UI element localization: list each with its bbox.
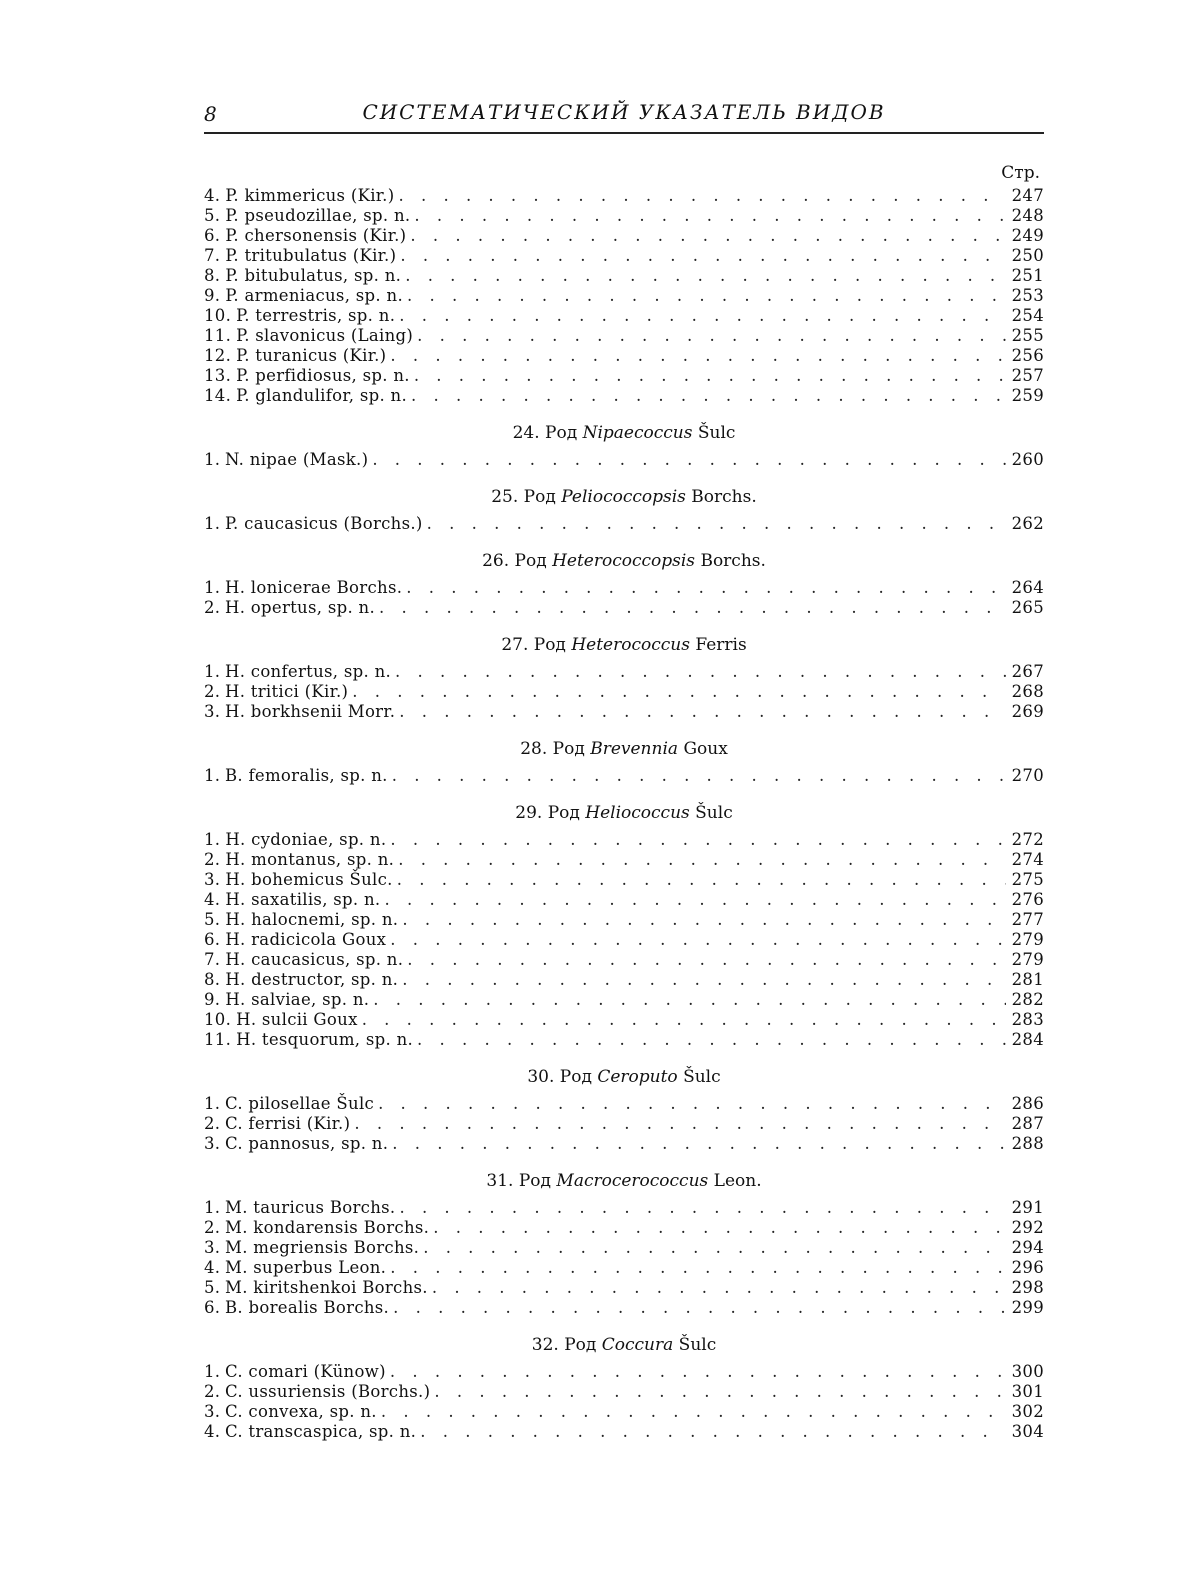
genus-author: Šulc bbox=[683, 1067, 721, 1087]
species-name: C. convexa, sp. n. bbox=[225, 1402, 377, 1421]
species-name: B. borealis Borchs. bbox=[225, 1298, 390, 1317]
index-entry bbox=[204, 766, 1044, 786]
species-name: H. borkhsenii Morr. bbox=[225, 702, 396, 721]
species-name: P. slavonicus (Laing) bbox=[236, 326, 414, 345]
index-entry bbox=[204, 1422, 1044, 1442]
page-ref: 270 bbox=[1011, 766, 1044, 785]
page-ref: 283 bbox=[1011, 1010, 1044, 1029]
index-entry bbox=[204, 950, 1044, 970]
page-ref: 254 bbox=[1011, 306, 1044, 325]
page-column-label: Стр. bbox=[1001, 163, 1040, 183]
genus-heading-number: 24. Род bbox=[512, 423, 578, 443]
entry-number: 1. bbox=[204, 662, 221, 681]
page-ref: 275 bbox=[1011, 870, 1044, 889]
genus-heading-number: 25. Род bbox=[491, 487, 556, 507]
index-entry bbox=[204, 1094, 1044, 1114]
index-entry bbox=[204, 366, 1044, 386]
species-name: H. tesquorum, sp. n. bbox=[236, 1030, 414, 1049]
entry-number: 12. bbox=[204, 346, 232, 365]
dot-leader bbox=[406, 578, 1005, 598]
index-entry bbox=[204, 1258, 1044, 1278]
entry-number: 11. bbox=[204, 326, 232, 345]
species-name: C. ussuriensis (Borchs.) bbox=[225, 1382, 431, 1401]
page-ref: 256 bbox=[1011, 346, 1044, 365]
dot-leader bbox=[400, 246, 1005, 266]
entry-number: 1. bbox=[204, 1198, 221, 1217]
page-ref: 269 bbox=[1011, 702, 1044, 721]
species-name: M. tauricus Borchs. bbox=[225, 1198, 396, 1217]
genus-section bbox=[204, 632, 1044, 722]
genus-heading bbox=[204, 548, 1044, 574]
genus-name: Heterococcus bbox=[571, 635, 690, 655]
dot-leader bbox=[397, 870, 1006, 890]
entry-number: 3. bbox=[204, 702, 221, 721]
genus-author: Borchs. bbox=[700, 551, 766, 571]
species-name: H. cydoniae, sp. n. bbox=[225, 830, 387, 849]
entry-number: 1. bbox=[204, 450, 221, 469]
index-entry bbox=[204, 1134, 1044, 1154]
genus-heading bbox=[204, 632, 1044, 658]
page-ref: 247 bbox=[1011, 186, 1044, 205]
dot-leader bbox=[362, 1010, 1006, 1030]
species-name: B. femoralis, sp. n. bbox=[225, 766, 388, 785]
index-entry bbox=[204, 246, 1044, 266]
entry-number: 4. bbox=[204, 1422, 221, 1441]
index-entry bbox=[204, 450, 1044, 470]
dot-leader bbox=[432, 1278, 1006, 1298]
entry-number: 2. bbox=[204, 850, 221, 869]
dot-leader bbox=[423, 1238, 1005, 1258]
dot-leader bbox=[390, 830, 1005, 850]
genus-section bbox=[204, 1064, 1044, 1154]
index-entry bbox=[204, 266, 1044, 286]
species-name: M. superbus Leon. bbox=[225, 1258, 387, 1277]
entry-number: 10. bbox=[204, 306, 232, 325]
entry-number: 1. bbox=[204, 514, 221, 533]
species-name: P. pseudozillae, sp. n. bbox=[225, 206, 411, 225]
index-entry bbox=[204, 1298, 1044, 1318]
dot-leader bbox=[399, 1198, 1005, 1218]
page-ref: 264 bbox=[1011, 578, 1044, 597]
page-ref: 291 bbox=[1011, 1198, 1044, 1217]
dot-leader bbox=[398, 186, 1005, 206]
species-name: C. transcaspica, sp. n. bbox=[225, 1422, 417, 1441]
page-ref: 279 bbox=[1011, 930, 1044, 949]
entry-number: 1. bbox=[204, 578, 221, 597]
genus-heading bbox=[204, 1332, 1044, 1358]
genus-heading-number: 30. Род bbox=[527, 1067, 592, 1087]
genus-name: Ceroputo bbox=[597, 1067, 678, 1087]
page-ref: 282 bbox=[1011, 990, 1044, 1009]
species-name: H. sulcii Goux bbox=[236, 1010, 358, 1029]
dot-leader bbox=[378, 1094, 1006, 1114]
species-name: C. pilosellae Šulc bbox=[225, 1094, 375, 1113]
page-ref: 268 bbox=[1011, 682, 1044, 701]
index-entry bbox=[204, 910, 1044, 930]
index-entry bbox=[204, 306, 1044, 326]
index-entry bbox=[204, 598, 1044, 618]
page-ref: 272 bbox=[1011, 830, 1044, 849]
index-entry bbox=[204, 1278, 1044, 1298]
genus-heading bbox=[204, 736, 1044, 762]
page-ref: 259 bbox=[1011, 386, 1044, 405]
entry-number: 13. bbox=[204, 366, 232, 385]
species-index bbox=[204, 160, 1044, 1442]
index-entry bbox=[204, 702, 1044, 722]
species-name: M. kondarensis Borchs. bbox=[225, 1218, 430, 1237]
index-entry bbox=[204, 286, 1044, 306]
entry-number: 5. bbox=[204, 1278, 221, 1297]
dot-leader bbox=[393, 1298, 1006, 1318]
entry-number: 3. bbox=[204, 1238, 221, 1257]
index-entry bbox=[204, 1362, 1044, 1382]
dot-leader bbox=[402, 970, 1005, 990]
dot-leader bbox=[410, 226, 1005, 246]
entry-number: 3. bbox=[204, 1134, 221, 1153]
species-name: H. salviae, sp. n. bbox=[225, 990, 370, 1009]
page-ref: 298 bbox=[1011, 1278, 1044, 1297]
page-ref: 299 bbox=[1011, 1298, 1044, 1317]
dot-leader bbox=[414, 206, 1005, 226]
page-ref: 302 bbox=[1011, 1402, 1044, 1421]
species-name: C. ferrisi (Kir.) bbox=[225, 1114, 351, 1133]
genus-section bbox=[204, 736, 1044, 786]
header-rule bbox=[204, 132, 1044, 134]
dot-leader bbox=[390, 346, 1005, 366]
index-entry bbox=[204, 930, 1044, 950]
dot-leader bbox=[407, 950, 1005, 970]
entry-number: 6. bbox=[204, 226, 221, 245]
genus-heading bbox=[204, 484, 1044, 510]
genus-section bbox=[204, 1332, 1044, 1442]
page-ref: 260 bbox=[1011, 450, 1044, 469]
index-entry bbox=[204, 226, 1044, 246]
entry-number: 5. bbox=[204, 206, 221, 225]
species-name: M. kiritshenkoi Borchs. bbox=[225, 1278, 428, 1297]
dot-leader bbox=[381, 1402, 1006, 1422]
entry-number: 4. bbox=[204, 1258, 221, 1277]
dot-leader bbox=[392, 766, 1006, 786]
dot-leader bbox=[414, 366, 1006, 386]
index-entry bbox=[204, 1114, 1044, 1134]
species-name: M. megriensis Borchs. bbox=[225, 1238, 420, 1257]
dot-leader bbox=[390, 1258, 1005, 1278]
genus-author: Ferris bbox=[695, 635, 747, 655]
page-ref: 248 bbox=[1011, 206, 1044, 225]
entry-number: 1. bbox=[204, 766, 221, 785]
page-number: 8 bbox=[204, 102, 217, 126]
page-ref: 249 bbox=[1011, 226, 1044, 245]
genus-author: Leon. bbox=[713, 1171, 762, 1191]
genus-section bbox=[204, 800, 1044, 1050]
dot-leader bbox=[390, 930, 1005, 950]
dot-leader bbox=[420, 1422, 1005, 1442]
dot-leader bbox=[372, 450, 1005, 470]
page-ref: 255 bbox=[1011, 326, 1044, 345]
page-ref: 284 bbox=[1011, 1030, 1044, 1049]
genus-name: Heterococcopsis bbox=[552, 551, 696, 571]
index-entry bbox=[204, 1030, 1044, 1050]
entry-number: 1. bbox=[204, 1362, 221, 1381]
dot-leader bbox=[399, 306, 1005, 326]
page-ref: 279 bbox=[1011, 950, 1044, 969]
species-name: H. bohemicus Šulc. bbox=[225, 870, 393, 889]
dot-leader bbox=[399, 702, 1005, 722]
dot-leader bbox=[379, 598, 1006, 618]
index-entry bbox=[204, 890, 1044, 910]
dot-leader bbox=[354, 1114, 1005, 1134]
genus-author: Šulc bbox=[697, 423, 736, 443]
index-entry bbox=[204, 970, 1044, 990]
species-name: P. perfidiosus, sp. n. bbox=[236, 366, 410, 385]
running-title: СИСТЕМАТИЧЕСКИЙ УКАЗАТЕЛЬ ВИДОВ bbox=[362, 100, 886, 124]
species-name: H. caucasicus, sp. n. bbox=[225, 950, 404, 969]
entry-number: 10. bbox=[204, 1010, 232, 1029]
page-ref: 253 bbox=[1011, 286, 1044, 305]
index-entry bbox=[204, 990, 1044, 1010]
species-name: H. destructor, sp. n. bbox=[225, 970, 399, 989]
genus-section bbox=[204, 186, 1044, 406]
species-name: P. chersonensis (Kir.) bbox=[225, 226, 407, 245]
genus-heading bbox=[204, 1168, 1044, 1194]
entry-number: 2. bbox=[204, 1114, 221, 1133]
page-ref: 296 bbox=[1011, 1258, 1044, 1277]
species-name: H. montanus, sp. n. bbox=[225, 850, 395, 869]
species-name: H. lonicerae Borchs. bbox=[225, 578, 403, 597]
genus-heading-number: 29. Род bbox=[515, 803, 580, 823]
entry-number: 11. bbox=[204, 1030, 232, 1049]
genus-heading bbox=[204, 800, 1044, 826]
page-ref: 301 bbox=[1011, 1382, 1044, 1401]
species-name: H. opertus, sp. n. bbox=[225, 598, 376, 617]
page-ref: 274 bbox=[1011, 850, 1044, 869]
index-entry bbox=[204, 682, 1044, 702]
dot-leader bbox=[395, 662, 1006, 682]
dot-leader bbox=[427, 514, 1006, 534]
index-entry bbox=[204, 1238, 1044, 1258]
dot-leader bbox=[392, 1134, 1005, 1154]
species-name: P. turanicus (Kir.) bbox=[236, 346, 387, 365]
page-ref: 294 bbox=[1011, 1238, 1044, 1257]
entry-number: 2. bbox=[204, 1218, 221, 1237]
species-name: H. saxatilis, sp. n. bbox=[225, 890, 381, 909]
genus-section bbox=[204, 548, 1044, 618]
genus-author: Šulc bbox=[695, 803, 733, 823]
entry-number: 6. bbox=[204, 1298, 221, 1317]
page-ref: 292 bbox=[1011, 1218, 1044, 1237]
entry-number: 6. bbox=[204, 930, 221, 949]
dot-leader bbox=[405, 266, 1005, 286]
species-name: C. comari (Künow) bbox=[225, 1362, 386, 1381]
dot-leader bbox=[402, 910, 1005, 930]
page-ref: 300 bbox=[1011, 1362, 1044, 1381]
page-ref: 265 bbox=[1011, 598, 1044, 617]
page-ref: 250 bbox=[1011, 246, 1044, 265]
entry-number: 7. bbox=[204, 246, 221, 265]
index-entry bbox=[204, 514, 1044, 534]
entry-number: 2. bbox=[204, 682, 221, 701]
entry-number: 3. bbox=[204, 1402, 221, 1421]
dot-leader bbox=[411, 386, 1006, 406]
genus-heading-number: 28. Род bbox=[520, 739, 585, 759]
genus-heading bbox=[204, 420, 1044, 446]
genus-author: Šulc bbox=[678, 1335, 717, 1355]
dot-leader bbox=[417, 326, 1005, 346]
species-name: P. glandulifor, sp. n. bbox=[236, 386, 408, 405]
dot-leader bbox=[417, 1030, 1006, 1050]
genus-section bbox=[204, 1168, 1044, 1318]
page-ref: 286 bbox=[1011, 1094, 1044, 1113]
entry-number: 2. bbox=[204, 1382, 221, 1401]
page-ref: 288 bbox=[1011, 1134, 1044, 1153]
index-entry bbox=[204, 1402, 1044, 1422]
genus-heading-number: 26. Род bbox=[482, 551, 547, 571]
index-entry bbox=[204, 1382, 1044, 1402]
index-entry bbox=[204, 1198, 1044, 1218]
entry-number: 1. bbox=[204, 1094, 221, 1113]
index-entry bbox=[204, 326, 1044, 346]
species-name: P. kimmericus (Kir.) bbox=[225, 186, 395, 205]
genus-name: Heliococcus bbox=[585, 803, 690, 823]
index-entry bbox=[204, 206, 1044, 226]
page-ref: 304 bbox=[1011, 1422, 1044, 1441]
genus-section bbox=[204, 420, 1044, 470]
genus-section bbox=[204, 484, 1044, 534]
page-ref: 281 bbox=[1011, 970, 1044, 989]
genus-name: Nipaecoccus bbox=[582, 423, 693, 443]
index-entry bbox=[204, 578, 1044, 598]
dot-leader bbox=[373, 990, 1005, 1010]
species-name: P. terrestris, sp. n. bbox=[236, 306, 396, 325]
index-entry bbox=[204, 346, 1044, 366]
dot-leader bbox=[384, 890, 1005, 910]
entry-number: 8. bbox=[204, 970, 221, 989]
index-entry bbox=[204, 830, 1044, 850]
entry-number: 1. bbox=[204, 830, 221, 849]
species-name: P. caucasicus (Borchs.) bbox=[225, 514, 423, 533]
genus-name: Coccura bbox=[601, 1335, 674, 1355]
page-ref: 277 bbox=[1011, 910, 1044, 929]
species-name: H. tritici (Kir.) bbox=[225, 682, 349, 701]
entry-number: 5. bbox=[204, 910, 221, 929]
entry-number: 8. bbox=[204, 266, 221, 285]
genus-name: Macrocerococcus bbox=[556, 1171, 709, 1191]
page-ref: 257 bbox=[1011, 366, 1044, 385]
entry-number: 9. bbox=[204, 286, 221, 305]
species-name: H. confertus, sp. n. bbox=[225, 662, 392, 681]
genus-heading-number: 27. Род bbox=[501, 635, 566, 655]
dot-leader bbox=[390, 1362, 1006, 1382]
page-ref: 287 bbox=[1011, 1114, 1044, 1133]
species-name: H. radicicola Goux bbox=[225, 930, 387, 949]
species-name: C. pannosus, sp. n. bbox=[225, 1134, 389, 1153]
entry-number: 9. bbox=[204, 990, 221, 1009]
index-entry bbox=[204, 870, 1044, 890]
dot-leader bbox=[433, 1218, 1005, 1238]
species-name: P. bitubulatus, sp. n. bbox=[225, 266, 402, 285]
running-head bbox=[204, 92, 1044, 132]
dot-leader bbox=[407, 286, 1006, 306]
page-ref: 267 bbox=[1011, 662, 1044, 681]
species-name: H. halocnemi, sp. n. bbox=[225, 910, 399, 929]
index-entry bbox=[204, 662, 1044, 682]
dot-leader bbox=[434, 1382, 1005, 1402]
index-entry bbox=[204, 386, 1044, 406]
page-ref: 251 bbox=[1011, 266, 1044, 285]
entry-number: 4. bbox=[204, 890, 221, 909]
index-entry bbox=[204, 850, 1044, 870]
species-name: P. tritubulatus (Kir.) bbox=[225, 246, 397, 265]
index-entry bbox=[204, 1010, 1044, 1030]
entry-number: 4. bbox=[204, 186, 221, 205]
genus-author: Goux bbox=[683, 739, 728, 759]
genus-name: Peliococcopsis bbox=[561, 487, 686, 507]
entry-number: 2. bbox=[204, 598, 221, 617]
genus-heading-number: 32. Род bbox=[531, 1335, 597, 1355]
dot-leader bbox=[352, 682, 1005, 702]
genus-heading-number: 31. Род bbox=[486, 1171, 551, 1191]
entry-number: 14. bbox=[204, 386, 232, 405]
page-ref: 276 bbox=[1011, 890, 1044, 909]
species-name: P. armeniacus, sp. n. bbox=[225, 286, 403, 305]
entry-number: 7. bbox=[204, 950, 221, 969]
genus-author: Borchs. bbox=[691, 487, 757, 507]
species-name: N. nipae (Mask.) bbox=[225, 450, 369, 469]
index-entry bbox=[204, 186, 1044, 206]
page-ref: 262 bbox=[1011, 514, 1044, 533]
dot-leader bbox=[398, 850, 1005, 870]
entry-number: 3. bbox=[204, 870, 221, 889]
genus-name: Brevennia bbox=[590, 739, 679, 759]
genus-heading bbox=[204, 1064, 1044, 1090]
index-entry bbox=[204, 1218, 1044, 1238]
